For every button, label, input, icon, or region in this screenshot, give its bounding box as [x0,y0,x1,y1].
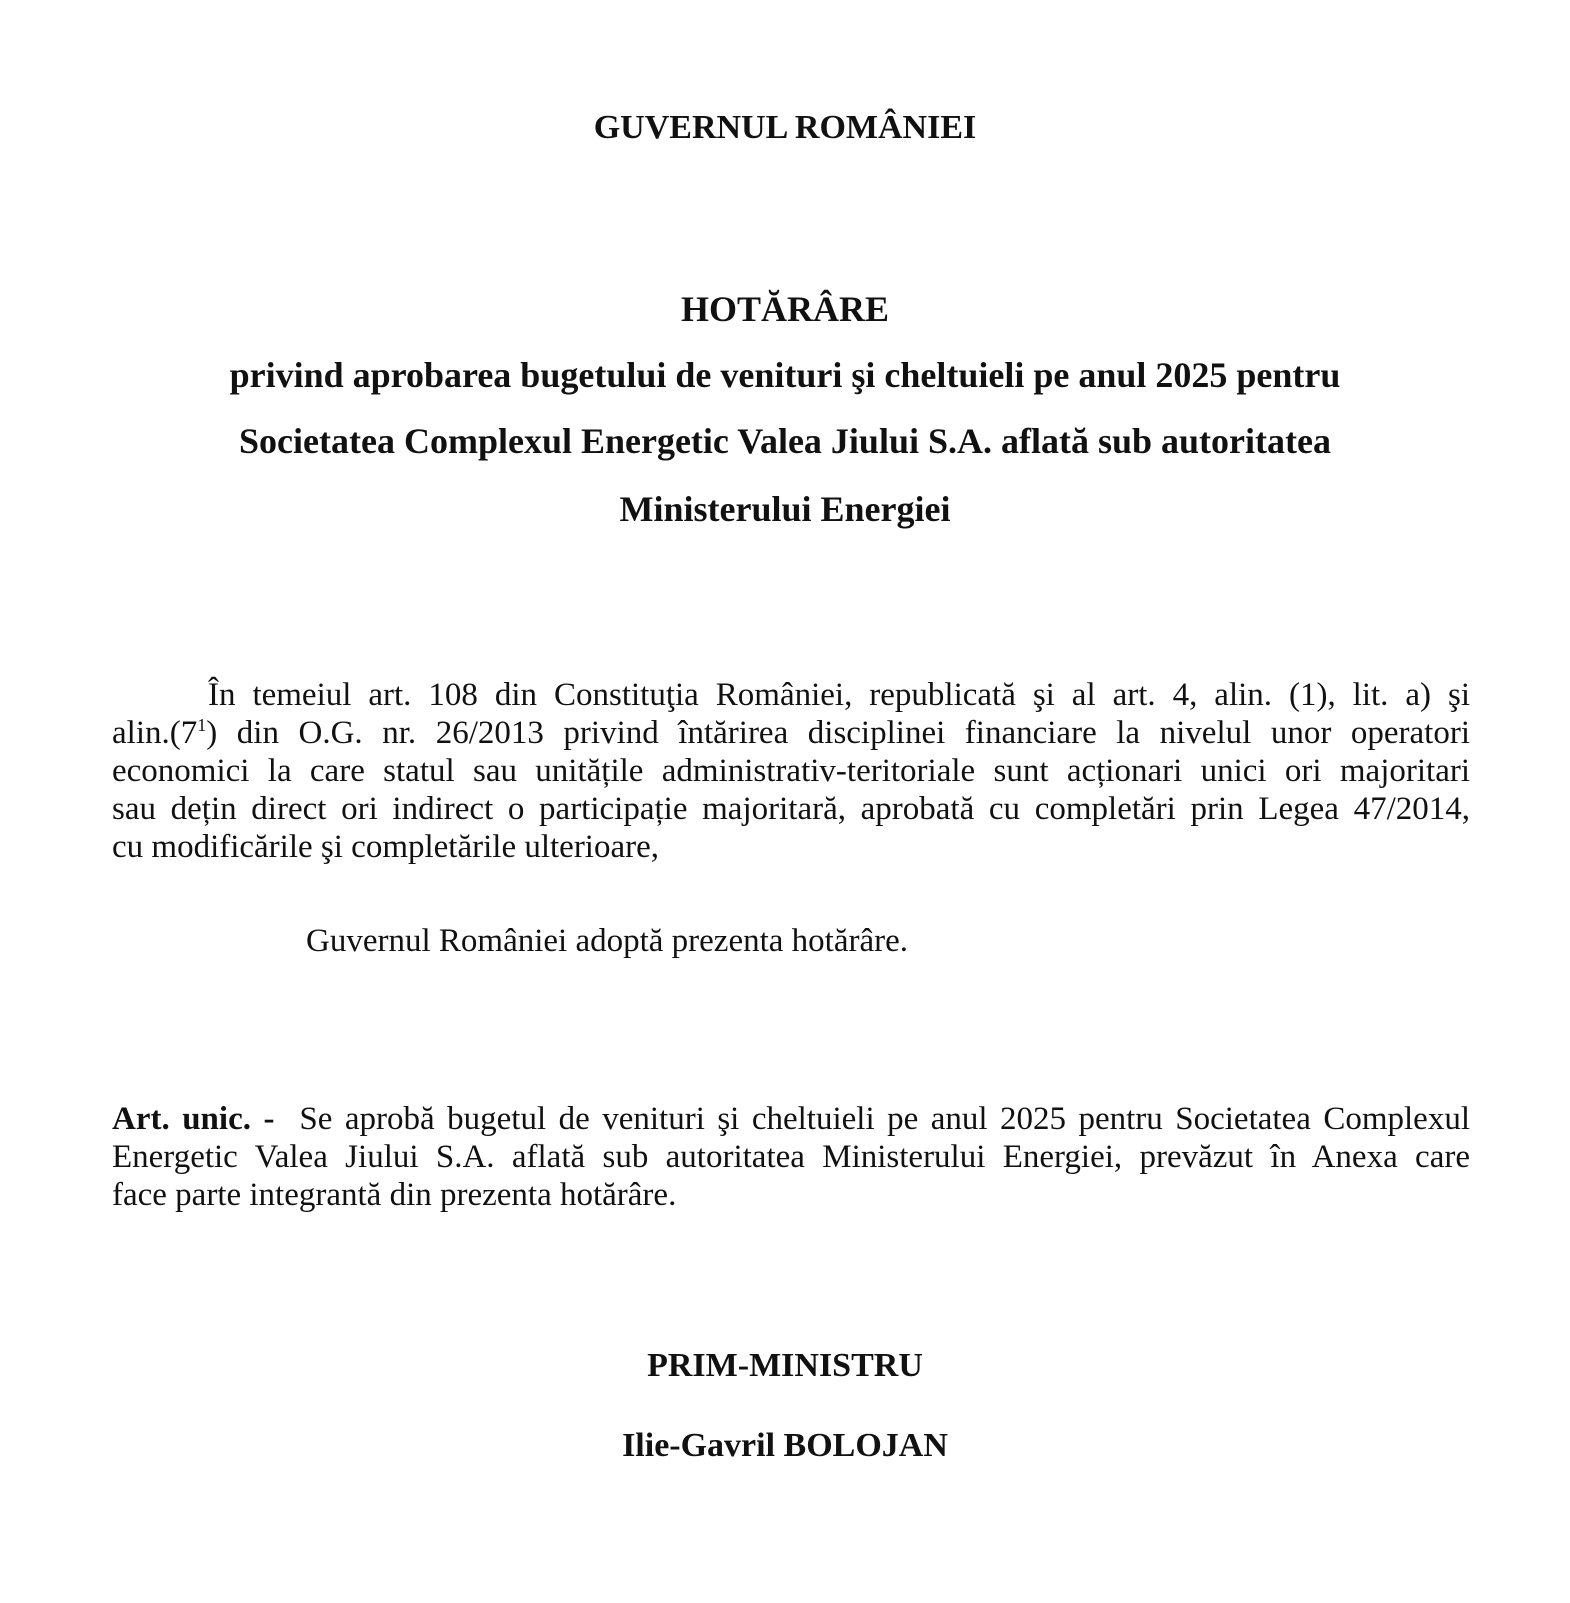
superscript-index: 1 [197,715,207,735]
article-line-2: Energetic Valea Jiului S.A. aflată sub autoritatea Ministerului Energiei, prevăzut în Anexa care [112,1139,1470,1175]
signature-name [0,1424,1570,1468]
article-line-1-text: Se aprobă bugetul de venituri şi cheltuieli pe anul 2025 pentru Societatea Complexul [274,1101,1470,1137]
legal-basis-line-3: economici la care statul sau unitățile administrativ-teritoriale sunt acționari unici ori majoritari [112,753,1470,789]
article-label: Art. unic. - [112,1101,275,1137]
institution-header: GUVERNUL ROMÂNIEI [593,109,977,146]
legal-basis-paragraph [112,676,1470,866]
legal-basis-line-5: cu modificările şi completările ulterioare, [112,829,660,865]
adoption-statement: Guvernul României adoptă prezenta hotărâre. [306,923,908,959]
document-type: HOTĂRÂRE [680,289,890,329]
legal-basis-line-2 [112,714,1470,752]
legal-basis-line-2-end: ) din O.G. nr. 26/2013 privind întărirea disciplinei financiare la nivelul unor operatori [206,715,1470,751]
article-line-3: face parte integrantă din prezenta hotărâre. [112,1177,677,1213]
signature-surname: BOLOJAN [783,1427,948,1464]
legal-basis-line-2-start: alin.(7 [112,715,198,751]
title-line-2: Societatea Complexul Energetic Valea Jiului S.A. aflată sub autoritatea [239,421,1331,461]
legal-basis-line-1: În temeiul art. 108 din Constituţia României, republicată şi al art. 4, alin. (1), lit. a) şi [208,677,1470,713]
signature-title: PRIM-MINISTRU [647,1347,923,1384]
title-line-1: privind aprobarea bugetului de venituri şi cheltuieli pe anul 2025 pentru [229,355,1341,395]
article-paragraph [112,1100,1470,1214]
article-line-1 [112,1100,1470,1138]
legal-basis-line-4: sau dețin direct ori indirect o participație majoritară, aprobată cu completări prin Legea 47/2014, [112,791,1470,827]
signature-given-name: Ilie-Gavril [622,1427,776,1464]
title-line-3: Ministerului Energiei [619,489,951,529]
